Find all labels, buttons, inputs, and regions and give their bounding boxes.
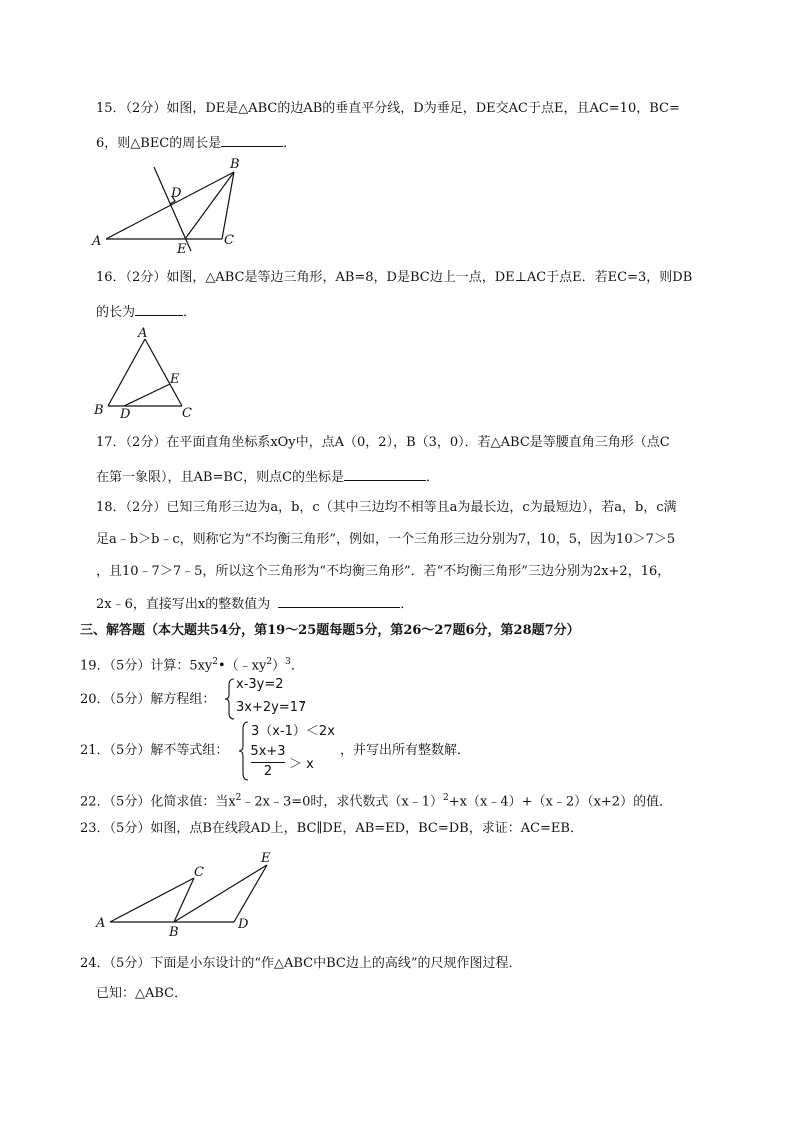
q18-line1: 18．（2分）已知三角形三边为a，b，c（其中三边均不相等且a为最长边，c为最短边），若a，b，c满	[96, 500, 677, 515]
q20-eq2: 3x+2y=17	[236, 700, 307, 715]
q16-label-a: A	[138, 326, 148, 341]
q15-label-e: E	[177, 242, 187, 257]
q16-text: 的长为	[96, 305, 136, 320]
q20-eq1: x-3y=2	[236, 677, 284, 692]
q17-period: ．	[426, 470, 440, 485]
q21-denominator: 2	[263, 764, 273, 779]
q23-segment-ed	[234, 865, 267, 922]
q19-prefix: 19．（5分）计算：5xy	[80, 658, 213, 674]
q15-perpendicular-bisector	[154, 167, 191, 251]
q19-mid: •（﹣xy	[218, 658, 267, 674]
q18-line3: ，且10﹣7＞7﹣5，所以这个三角形为“不均衡三角形”．若“不均衡三角形”三边分别为2x+2，16，	[96, 564, 671, 579]
q16-label-d: D	[120, 407, 131, 421]
q18-answer-blank[interactable]	[278, 593, 400, 608]
q15-line1: 15．（2分）如图，DE是△ABC的边AB的垂直平分线，D为垂足，DE交AC于点E，且AC=10，BC=	[96, 101, 680, 116]
q15-label-c: C	[224, 233, 234, 248]
q18-line2: 足a﹣b＞b﹣c，则称它为“不均衡三角形”，例如，一个三角形三边分别为7，10，5，因为10＞7＞5	[96, 532, 676, 547]
q23-label-d: D	[238, 917, 249, 932]
q18-period: ．	[400, 597, 414, 612]
q16-label-c: C	[182, 406, 192, 421]
q19-sup2: 2	[266, 657, 273, 667]
q21-numerator: 5x+3	[250, 744, 286, 759]
q16-label-e: E	[170, 372, 180, 387]
q23-figure	[90, 846, 280, 938]
q21-suffix: ，并写出所有整数解．	[340, 743, 471, 758]
q21-fraction-bar	[251, 762, 285, 763]
q23-line1: 23．（5分）如图，点B在线段AD上，BC∥DE，AB=ED，BC=DB，求证：AC=EB．	[80, 821, 583, 836]
q18-line4	[96, 593, 413, 614]
q16-line2	[96, 301, 196, 322]
q17-line2	[96, 466, 439, 487]
q17-text: 在第一象限），且AB=BC，则点C的坐标是	[96, 470, 345, 485]
q22-part-b: ﹣2x﹣3=0时，求代数式（x﹣1）	[241, 794, 444, 810]
q23-label-e: E	[261, 851, 271, 866]
q23-label-c: C	[194, 865, 204, 880]
q17-line1: 17．（2分）在平面直角坐标系xOy中，点A（0，2），B（3，0）．若△ABC是等腰直角三角形（点C	[96, 435, 670, 450]
q16-line1: 16．（2分）如图，△ABC是等边三角形，AB=8，D是BC边上一点，DE⊥AC于点E．若EC=3，则DB	[96, 270, 693, 285]
q19-line	[80, 653, 304, 675]
q19-sup3: 3	[285, 657, 291, 667]
q17-answer-blank[interactable]	[344, 466, 426, 481]
q15-answer-blank[interactable]	[221, 132, 283, 147]
q20-prefix: 20．（5分）解方程组：	[80, 692, 216, 707]
section3-heading: 三、解答题（本大题共54分，第19～25题每题5分，第26～27题6分，第28题7分）	[80, 623, 580, 638]
q16-figure	[88, 325, 198, 421]
q24-line1: 24．（5分）下面是小东设计的“作△ABC中BC边上的高线”的尺规作图过程．	[80, 956, 522, 971]
q15-label-d: D	[171, 186, 182, 201]
q19-sup1: 2	[212, 657, 218, 667]
q16-period: ．	[183, 305, 197, 320]
q24-line2: 已知：△ABC．	[96, 986, 188, 1001]
q23-label-b: B	[169, 925, 179, 938]
q20-end: ．	[300, 692, 314, 707]
q15-side-bc	[222, 172, 234, 239]
q21-prefix: 21．（5分）解不等式组：	[80, 743, 229, 758]
q15-line2	[96, 132, 296, 153]
q19-close: ）	[272, 658, 286, 674]
q23-label-a: A	[96, 916, 106, 931]
q15-text: 6，则△BEC的周长是	[96, 136, 222, 151]
q16-label-b: B	[94, 403, 104, 418]
q15-label-b: B	[230, 157, 240, 172]
q16-answer-blank[interactable]	[135, 301, 183, 316]
q22-sup2: 2	[443, 793, 449, 803]
q21-brace	[238, 720, 250, 782]
q15-side-ab	[106, 172, 234, 239]
q18-text: 2x﹣6，直接写出x的整数值为	[96, 597, 271, 612]
q23-segment-be	[174, 865, 267, 922]
q15-segment-eb	[185, 172, 234, 239]
q23-segment-ac	[110, 878, 194, 922]
q16-side-ab	[108, 339, 145, 406]
q21-ineq1: 3（x-1）＜2x	[251, 724, 335, 739]
q15-label-a: A	[92, 234, 102, 249]
q16-segment-de	[124, 384, 170, 406]
q22-sup1: 2	[235, 793, 242, 803]
q21-rhs: ＞ x	[289, 757, 314, 772]
q20-brace	[224, 677, 236, 721]
q22-line	[80, 789, 672, 811]
q22-part-c: +x（x﹣4）+（x﹣2）（x+2）的值．	[448, 794, 673, 810]
q15-figure	[88, 155, 248, 257]
q15-period: ．	[283, 136, 297, 151]
q19-end: ．	[290, 658, 304, 674]
q22-part-a: 22．（5分）化简求值：当x	[80, 794, 236, 810]
